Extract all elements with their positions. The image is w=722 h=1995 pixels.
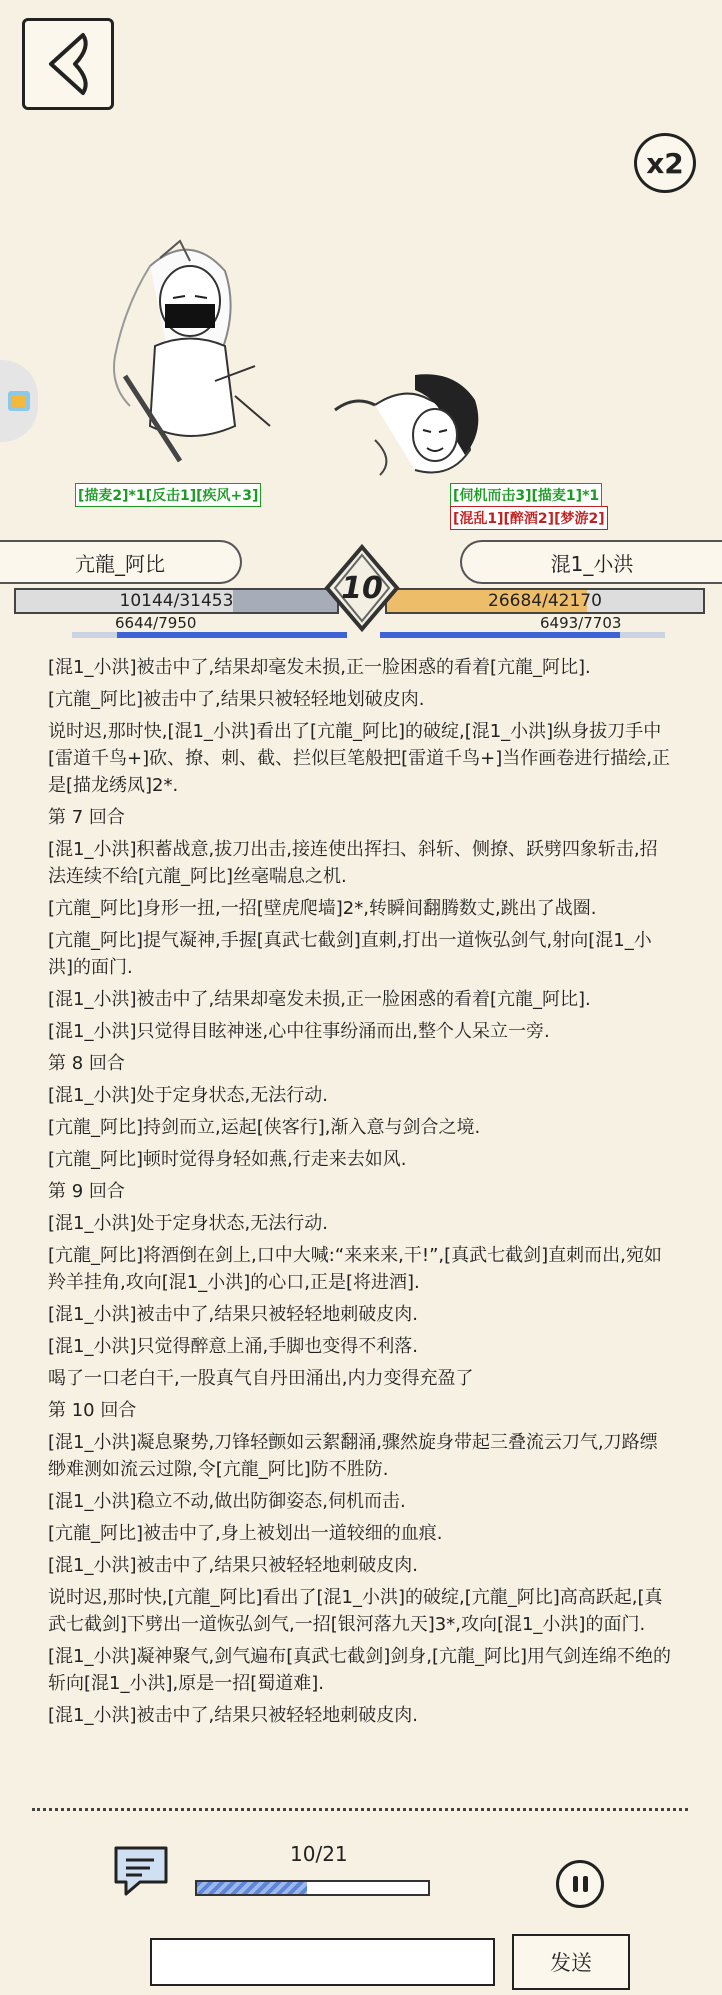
left-mp-text: 6644/7950 bbox=[115, 614, 197, 632]
right-hp-bar bbox=[385, 588, 705, 614]
log-line: [混1_小洪]被击中了,结果只被轻轻地刺破皮肉. bbox=[48, 1555, 418, 1576]
log-line: [亢龍_阿比]提气凝神,手握[真武七截剑]直刺,打出一道恢弘剑气,射向[混1_小洪]的面门. bbox=[48, 930, 652, 978]
log-line: [亢龍_阿比]被击中了,结果只被轻轻地划破皮肉. bbox=[48, 689, 425, 710]
right-fighter-name-banner bbox=[460, 540, 722, 584]
left-mp-bar bbox=[72, 632, 347, 638]
left-hp-bar bbox=[14, 588, 339, 614]
log-line: [混1_小洪]积蓄战意,拔刀出击,接连使出挥扫、斜斩、侧撩、跃劈四象斩击,招法连续不给[亢龍_阿比]丝毫喘息之机. bbox=[48, 839, 658, 887]
left-mp-fill bbox=[117, 632, 347, 638]
log-line: 第 9 回合 bbox=[48, 1181, 125, 1202]
send-button-label: 发送 bbox=[550, 1951, 592, 1975]
log-line: 第 7 回合 bbox=[48, 807, 125, 828]
log-line: [混1_小洪]处于定身状态,无法行动. bbox=[48, 1085, 328, 1106]
battle-log[interactable] bbox=[48, 657, 673, 1758]
side-tab[interactable] bbox=[0, 360, 38, 442]
speed-label: x2 bbox=[646, 146, 684, 180]
log-line: 喝了一口老白干,一股真气自丹田涌出,内力变得充盈了 bbox=[48, 1368, 474, 1389]
pause-icon bbox=[573, 1876, 588, 1892]
log-line: [混1_小洪]被击中了,结果却毫发未损,正一脸困惑的看着[亢龍_阿比]. bbox=[48, 657, 591, 678]
log-divider bbox=[32, 1808, 688, 1811]
pause-button[interactable] bbox=[556, 1860, 604, 1908]
right-status-effects-buffs: [伺机而击3][描麦1]*1 bbox=[450, 483, 602, 507]
log-line: [亢龍_阿比]顿时觉得身轻如燕,行走来去如风. bbox=[48, 1149, 407, 1170]
log-line: [混1_小洪]只觉得醉意上涌,手脚也变得不利落. bbox=[48, 1336, 418, 1357]
back-button[interactable] bbox=[22, 18, 114, 110]
log-line: 说时迟,那时快,[亢龍_阿比]看出了[混1_小洪]的破绽,[亢龍_阿比]高高跃起,[真武七截剑]下劈出一道恢弘剑气,一招[银河落九天]3*,攻向[混1_小洪]的面门. bbox=[48, 1587, 663, 1635]
left-hp-text: 10144/31453 bbox=[119, 591, 234, 611]
round-emblem bbox=[325, 545, 399, 631]
log-line: [亢龍_阿比]被击中了,身上被划出一道较细的血痕. bbox=[48, 1523, 443, 1544]
log-line: 说时迟,那时快,[混1_小洪]看出了[亢龍_阿比]的破绽,[混1_小洪]纵身拔刀手中[雷道千鸟+]砍、撩、刺、截、拦似巨笔般把[雷道千鸟+]当作画卷进行描绘,正是[描龙绣凤]2*. bbox=[48, 721, 670, 796]
log-line: 第 10 回合 bbox=[48, 1400, 137, 1421]
right-status-effects-debuffs: [混乱1][醉酒2][梦游2] bbox=[450, 506, 608, 530]
log-line: [混1_小洪]凝息聚势,刀锋轻颤如云絮翻涌,骤然旋身带起三叠流云刀气,刀路缥缈难测如流云过隙,令[亢龍_阿比]防不胜防. bbox=[48, 1432, 658, 1480]
fighter-right-portrait bbox=[315, 360, 490, 485]
right-mp-text: 6493/7703 bbox=[540, 614, 622, 632]
right-fighter-name: 混1_小洪 bbox=[550, 551, 634, 576]
right-mp-fill bbox=[380, 632, 620, 638]
log-line: [混1_小洪]被击中了,结果却毫发未损,正一脸困惑的看着[亢龍_阿比]. bbox=[48, 989, 591, 1010]
round-number: 10 bbox=[341, 570, 383, 606]
log-line: [混1_小洪]凝神聚气,剑气遍布[真武七截剑]剑身,[亢龍_阿比]用气剑连绵不绝的斩向[混1_小洪],原是一招[蜀道难]. bbox=[48, 1646, 672, 1694]
replay-progress-bar[interactable] bbox=[195, 1880, 430, 1896]
left-fighter-name: 亢龍_阿比 bbox=[75, 551, 165, 576]
send-button[interactable] bbox=[512, 1934, 630, 1990]
replay-progress-fill bbox=[197, 1882, 307, 1894]
log-line: 第 8 回合 bbox=[48, 1053, 125, 1074]
replay-progress-label: 10/21 bbox=[290, 1842, 348, 1866]
side-tab-icon bbox=[6, 388, 32, 414]
log-line: [混1_小洪]处于定身状态,无法行动. bbox=[48, 1213, 328, 1234]
speed-button[interactable] bbox=[634, 133, 696, 193]
log-line: [混1_小洪]被击中了,结果只被轻轻地刺破皮肉. bbox=[48, 1705, 418, 1726]
left-status-effects: [描麦2]*1[反击1][疾风+3] bbox=[75, 483, 261, 507]
back-arrow-icon bbox=[25, 21, 111, 107]
log-line: [亢龍_阿比]将酒倒在剑上,口中大喊:“来来来,干!”,[真武七截剑]直刺而出,宛如羚羊挂角,攻向[混1_小洪]的心口,正是[将进酒]. bbox=[48, 1245, 662, 1293]
log-line: [亢龍_阿比]持剑而立,运起[侠客行],渐入意与剑合之境. bbox=[48, 1117, 481, 1138]
fighter-left-portrait bbox=[95, 236, 285, 476]
right-mp-bar bbox=[380, 632, 665, 638]
left-fighter-name-banner bbox=[0, 540, 242, 584]
chat-icon bbox=[110, 1842, 172, 1900]
message-input[interactable] bbox=[150, 1938, 495, 1986]
chat-button[interactable] bbox=[110, 1842, 172, 1900]
log-line: [混1_小洪]只觉得目眩神迷,心中往事纷涌而出,整个人呆立一旁. bbox=[48, 1021, 550, 1042]
log-line: [亢龍_阿比]身形一扭,一招[壁虎爬墙]2*,转瞬间翻腾数丈,跳出了战圈. bbox=[48, 898, 597, 919]
right-hp-text: 26684/42170 bbox=[488, 591, 602, 611]
log-line: [混1_小洪]被击中了,结果只被轻轻地刺破皮肉. bbox=[48, 1304, 418, 1325]
log-line: [混1_小洪]稳立不动,做出防御姿态,伺机而击. bbox=[48, 1491, 406, 1512]
